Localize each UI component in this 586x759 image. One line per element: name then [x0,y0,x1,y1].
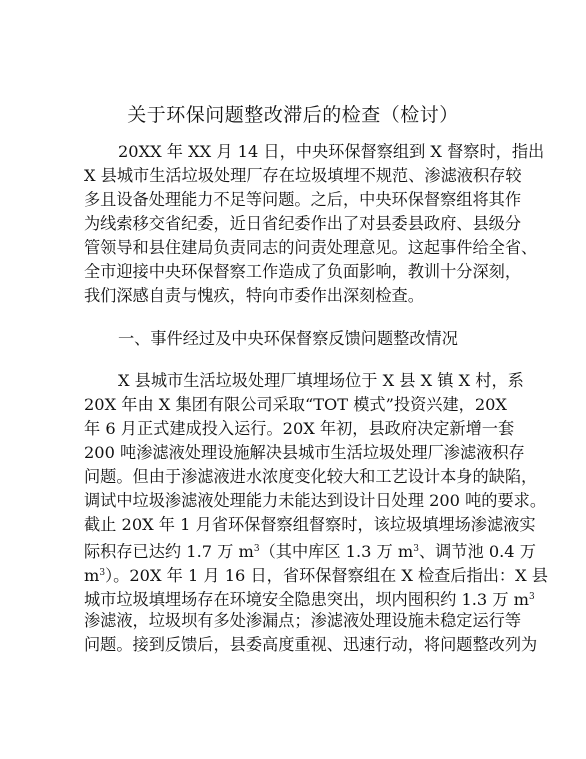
paragraph-line-14: 截止 20X 年 1 月省环保督察组督察时，该垃圾填埋场渗滤液实 [84,515,536,534]
line16-rest: ）。20X 年 1 月 16 日，省环保督察组在 X 检查后指出：X 县 [105,566,548,585]
paragraph-line-2: X 县城市生活垃圾处理厂存在垃圾填埋不规范、渗滤液积存较 [84,166,522,185]
paragraph-line-5: 管领导和县住建局负责同志的问责处理意见。这起事件给全省、 [84,238,538,257]
paragraph-line-1: 20XX 年 XX 月 14 日，中央环保督察组到 X 督察时，指出 [118,142,545,161]
superscript-3: 3 [253,544,260,554]
superscript-3: 3 [529,592,535,602]
paragraph-line-6: 全市迎接中央环保督察工作造成了负面影响，教训十分深刻， [84,262,522,281]
paragraph-line-13: 调试中垃圾渗滤液处理能力未能达到设计日处理 200 吨的要求。 [84,491,547,510]
paragraph-line-8: X 县城市生活垃圾处理厂填埋场位于 X 县 X 镇 X 村，系 [118,371,524,390]
paragraph-line-15 [84,538,536,563]
paragraph-line-11: 200 吨渗滤液处理设施解决县城市生活垃圾处理厂渗滤液积存 [84,443,525,462]
superscript-3: 3 [99,568,106,578]
section-heading: 一、事件经过及中央环保督察反馈问题整改情况 [118,329,458,348]
line15-part2: （其中库区 1.3 万 m [259,542,414,561]
paragraph-line-9: 20X 年由 X 集团有限公司采取“TOT 模式”投资兴建，20X [84,395,507,414]
paragraph-line-19: 问题。接到反馈后，县委高度重视、迅速行动，将问题整改列为 [84,635,538,654]
line17-text: 城市垃圾填埋场存在环境安全隐患突出，坝内囤积约 1.3 万 m [84,590,530,609]
superscript-3: 3 [413,544,419,554]
line15-part3: 、调节池 0.4 万 [418,542,536,561]
paragraph-line-7: 我们深感自责与愧疚，特向市委作出深刻检查。 [84,286,424,305]
paragraph-line-17 [84,586,535,611]
document-title: 关于环保问题整改滞后的检查（检讨） [127,104,459,126]
paragraph-line-3: 多且设备处理能力不足等问题。之后，中央环保督察组将其作 [84,190,522,209]
line16-unit: m [84,566,100,585]
paragraph-line-10: 年 6 月正式建成投入运行。20X 年初，县政府决定新增一套 [84,419,515,438]
paragraph-line-18: 渗滤液，垃圾坝有多处渗漏点；渗滤液处理设施未稳定运行等 [84,611,522,630]
paragraph-line-16 [84,562,548,587]
paragraph-line-4: 为线索移交省纪委，近日省纪委作出了对县委县政府、县级分 [84,214,522,233]
line15-part1: 际积存已达约 1.7 万 m [84,542,254,561]
paragraph-line-12: 问题。但由于渗滤液进水浓度变化较大和工艺设计本身的缺陷， [84,467,538,486]
